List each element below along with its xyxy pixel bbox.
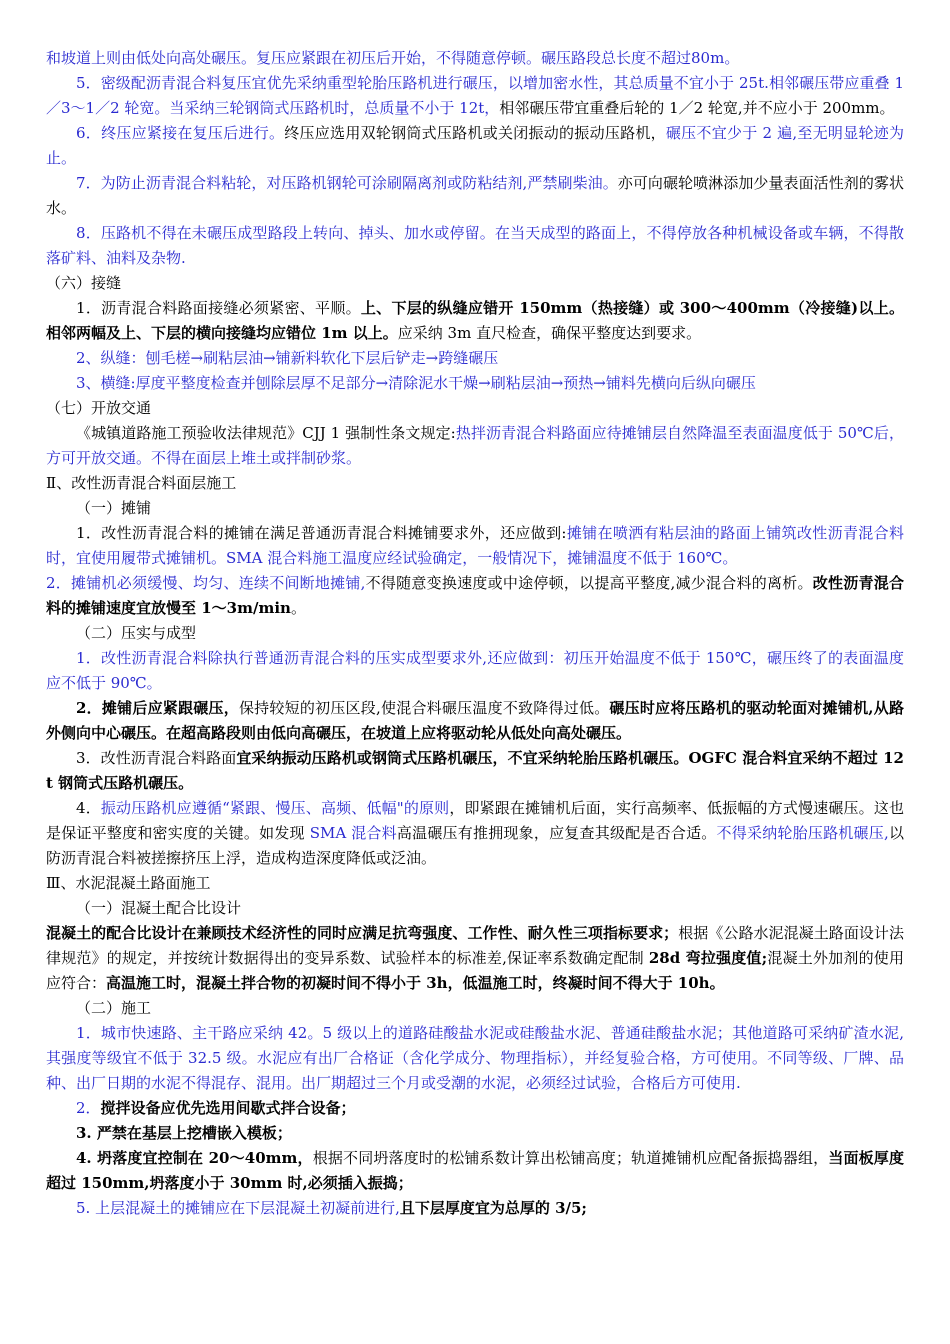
text-run: 混凝土的配合比设计在兼顾技术经济性的同时应满足抗弯强度、工作性、耐久性三项指标要求； bbox=[46, 924, 679, 942]
text-run: 热拌沥青混合料路面应待摊铺层自然降温至表面温度低于 50℃后，方可开放交通。不得在面层上堆土或拌制砂浆。 bbox=[46, 424, 905, 467]
text-run: 2．摊铺后应紧跟碾压， bbox=[76, 699, 239, 717]
text-run: 振动压路机应遵循“紧跟、慢压、高频、低幅"的原则 bbox=[100, 799, 450, 817]
text-run: 《城镇道路施工预验收法律规范》CJJ 1 强制性条文规定: bbox=[76, 424, 456, 442]
text-run: 当面板厚度超过 150mm,坍落度小于 30mm 时,必须插入振捣； bbox=[46, 1149, 904, 1192]
text-run: 终压应选用双轮钢筒式压路机或关闭振动的振动压路机， bbox=[284, 124, 666, 142]
text-run: （一）摊铺 bbox=[76, 499, 152, 517]
paragraph bbox=[46, 171, 904, 221]
text-run: 保持较短的初压区段,使混合料碾压温度不致降得过低。 bbox=[238, 699, 610, 717]
paragraph bbox=[46, 471, 904, 496]
text-run: 28d 弯拉强度值; bbox=[648, 949, 768, 967]
text-run: （七）开放交通 bbox=[46, 399, 152, 417]
text-run: 不得采纳轮胎压路机碾压, bbox=[716, 824, 889, 842]
paragraph bbox=[46, 396, 904, 421]
paragraph bbox=[46, 296, 904, 346]
paragraph bbox=[46, 1021, 904, 1096]
paragraph bbox=[46, 421, 904, 471]
text-run: 和坡道上则由低处向高处碾压。复压应紧跟在初压后开始，不得随意停顿。碾压路段总长度不超过80m。 bbox=[46, 49, 740, 67]
text-run: 1．改性沥青混合料除执行普通沥青混合料的压实成型要求外,还应做到：初压开始温度不低于 150℃，碾压终了的表面温度应不低于 90℃。 bbox=[46, 649, 904, 692]
paragraph bbox=[46, 746, 904, 796]
text-run: 1．城市快速路、主干路应采纳 42。5 级以上的道路硅酸盐水泥或硅酸盐水泥、普通硅酸盐水泥；其他道路可采纳矿渣水泥,其强度等级宜不低于 32.5 级。水泥应有出厂合格证（含化学成分、物理指标），并经复验合格，方可使用。不同等级、厂牌、品种、出厂日期的水泥不得混存、混用。出厂期超过三个月或受潮的水泥，必须经过试验，合格后方可使用. bbox=[46, 1024, 904, 1092]
text-run: 3．改性沥青混合料路面 bbox=[76, 749, 237, 767]
paragraph bbox=[46, 496, 904, 521]
text-run: 改性沥青混合料的摊铺速度宜放慢至 1～3m/min bbox=[46, 574, 904, 617]
text-run: 碾压不宜少于 2 遍,至无明显轮迹为止。 bbox=[46, 124, 904, 167]
text-run: 3. 严禁在基层上挖槽嵌入模板； bbox=[76, 1124, 292, 1142]
text-run: 上、下层的纵缝应错开 150mm（热接缝）或 300～400mm（冷接缝)以上。相邻两幅及上、下层的横向接缝均应错位 1m 以上。 bbox=[46, 299, 905, 342]
text-run: 且下层厚度宜为总厚的 3/5; bbox=[399, 1199, 587, 1217]
paragraph bbox=[46, 346, 904, 371]
paragraph bbox=[46, 271, 904, 296]
text-run: 2．摊铺机必须缓慢、均匀、连续不间断地摊铺, bbox=[46, 574, 366, 592]
text-run: 搅拌设备应优先选用间歇式拌合设备； bbox=[100, 1099, 356, 1117]
text-run: 1．改性沥青混合料的摊铺在满足普通沥青混合料摊铺要求外，还应做到: bbox=[76, 524, 567, 542]
text-run: 不得随意变换速度或中途停顿，以提高平整度,减少混合料的离析。 bbox=[365, 574, 813, 592]
text-run: 1．沥青混合料路面接缝必须紧密、平顺。 bbox=[76, 299, 361, 317]
paragraph bbox=[46, 371, 904, 396]
text-run: 应采纳 3m 直尺检查，确保平整度达到要求。 bbox=[397, 324, 702, 342]
text-run: 碾压时应将压路机的驱动轮面对摊铺机,从路外侧向中心碾压。在超高路段则由低向高碾压，在坡道上应将驱动轮从低处向高处碾压。 bbox=[46, 699, 904, 742]
text-run: 宜采纳振动压路机或钢筒式压路机碾压，不宜采纳轮胎压路机碾压。OGFC 混合料宜采纳不超过 12t 钢筒式压路机碾压。 bbox=[46, 749, 904, 792]
text-run: 根据不同坍落度时的松铺系数计算出松铺高度；轨道摊铺机应配备振捣器组， bbox=[312, 1149, 829, 1167]
paragraph bbox=[46, 1196, 904, 1221]
paragraph bbox=[46, 996, 904, 1021]
paragraph bbox=[46, 221, 904, 271]
text-run: ，即紧跟在摊铺机后面，实行高频率、低振幅的方式慢速碾压。这也是保证平整度和密实度的关键。如发现 bbox=[46, 799, 904, 842]
paragraph bbox=[46, 921, 904, 996]
text-run: 。 bbox=[290, 599, 306, 617]
paragraph bbox=[46, 46, 904, 71]
text-run: 以防沥青混合料被搓擦挤压上浮，造成构造深度降低或泛油。 bbox=[46, 824, 904, 867]
text-run: （二）施工 bbox=[76, 999, 152, 1017]
text-run: 混凝土外加剂的使用应符合： bbox=[46, 949, 904, 992]
paragraph bbox=[46, 521, 904, 571]
paragraph bbox=[46, 646, 904, 696]
paragraph bbox=[46, 696, 904, 746]
text-run: 高温施工时，混凝土拌合物的初凝时间不得小于 3h，低温施工时，终凝时间不得大于 10h。 bbox=[106, 974, 725, 992]
text-run: 亦可向碾轮喷淋添加少量表面活性剂的雾状水。 bbox=[46, 174, 904, 217]
text-run: 3、横缝:厚度平整度检查并刨除层厚不足部分→清除泥水干燥→刷粘层油→预热→铺料先横向后纵向碾压 bbox=[76, 374, 756, 392]
paragraph bbox=[46, 796, 904, 871]
text-run: 8．压路机不得在未碾压成型路段上转向、掉头、加水或停留。在当天成型的路面上，不得停放各种机械设备或车辆，不得散落矿料、油料及杂物. bbox=[46, 224, 904, 267]
text-run: 摊铺在喷洒有粘层油的路面上铺筑改性沥青混合料时，宜使用履带式摊铺机。SMA 混合料施工温度应经试验确定，一般情况下，摊铺温度不低于 160℃。 bbox=[46, 524, 904, 567]
paragraph bbox=[46, 1121, 904, 1146]
text-run: 根据《公路水泥混凝土路面设计法律规范》的规定，并按统计数据得出的变异系数、试验样本的标准差,保证率系数确定配制 bbox=[46, 924, 904, 967]
text-run: 5．密级配沥青混合料复压宜优先采纳重型轮胎压路机进行碾压，以增加密水性，其总质量不宜小于 25t.相邻碾压带应重叠 1／3～1／2 轮宽。当采纳三轮钢筒式压路机时，总质量不小于 12t， bbox=[46, 74, 904, 117]
text-run: 2、纵缝：刨毛槎→刷粘层油→铺新料软化下层后铲走→跨缝碾压 bbox=[76, 349, 499, 367]
text-run: （一）混凝土配合比设计 bbox=[76, 899, 242, 917]
paragraph bbox=[46, 121, 904, 171]
paragraph bbox=[46, 1096, 904, 1121]
text-run: 6．终压应紧接在复压后进行。 bbox=[76, 124, 285, 142]
paragraph bbox=[46, 871, 904, 896]
paragraph bbox=[46, 896, 904, 921]
text-run: 2． bbox=[76, 1099, 101, 1117]
text-run: 4． bbox=[76, 799, 101, 817]
text-run: 5. 上层混凝土的摊铺应在下层混凝土初凝前进行, bbox=[76, 1199, 400, 1217]
text-run: SMA 混合料 bbox=[309, 824, 397, 842]
paragraph bbox=[46, 571, 904, 621]
text-run: （六）接缝 bbox=[46, 274, 122, 292]
paragraph bbox=[46, 1146, 904, 1196]
text-run: 4. 坍落度宜控制在 20～40mm， bbox=[76, 1149, 313, 1167]
text-run: 高温碾压有推拥现象，应复查其级配是否合适。 bbox=[396, 824, 717, 842]
text-run: Ⅱ、改性沥青混合料面层施工 bbox=[46, 474, 237, 492]
text-run: Ⅲ、水泥混凝土路面施工 bbox=[46, 874, 211, 892]
paragraph bbox=[46, 71, 904, 121]
text-run: 7．为防止沥青混合料粘轮，对压路机钢轮可涂刷隔离剂或防粘结剂,严禁刷柴油。 bbox=[76, 174, 618, 192]
paragraph bbox=[46, 621, 904, 646]
text-run: 相邻碾压带宜重叠后轮的 1／2 轮宽,并不应小于 200mm。 bbox=[499, 99, 895, 117]
text-run: （二）压实与成型 bbox=[76, 624, 197, 642]
